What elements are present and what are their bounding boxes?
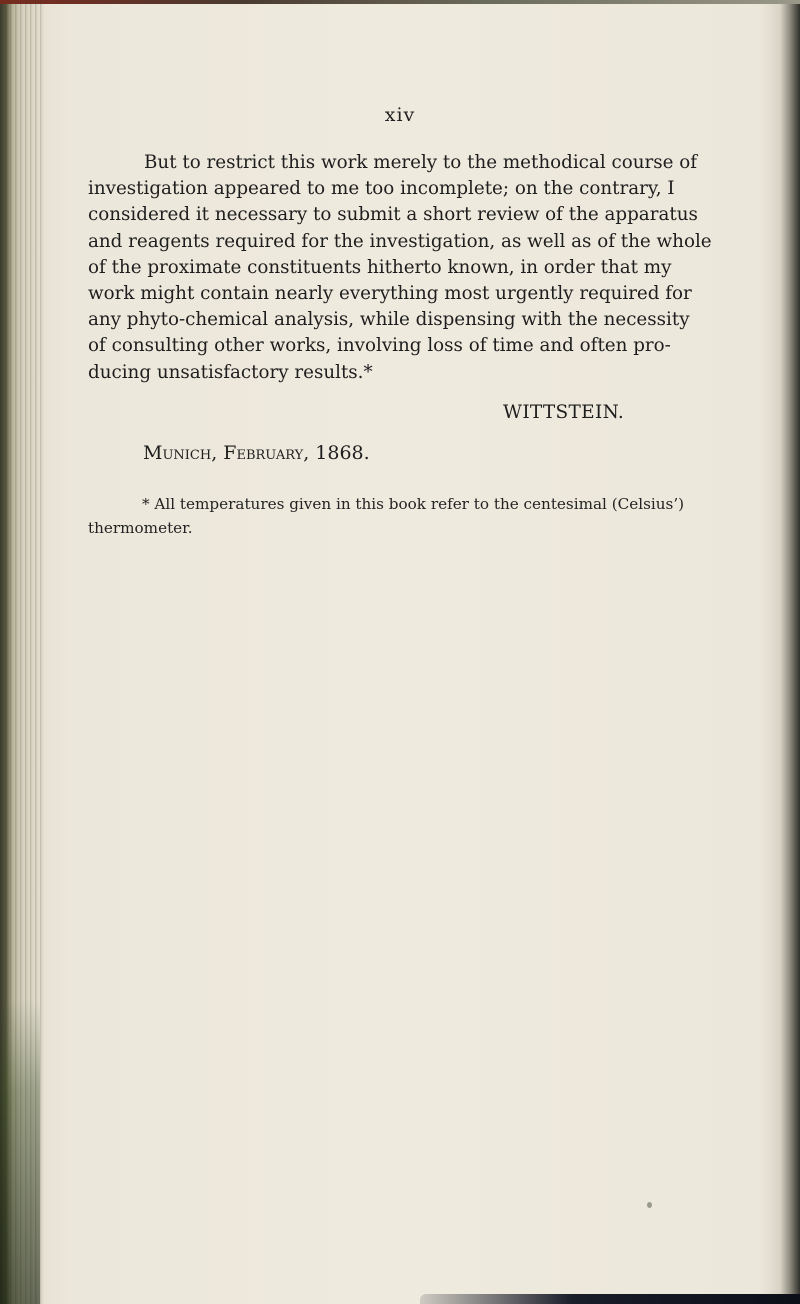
footnote — [88, 492, 768, 540]
paragraph-line: But to restrict this work merely to the methodical course of — [144, 152, 698, 173]
preface-paragraph — [88, 150, 768, 386]
paper-speck — [647, 1202, 652, 1208]
binding-stain — [0, 1000, 40, 1304]
author-signature: WITTSTEIN. — [503, 402, 625, 423]
paragraph-line: investigation appeared to me too incomplete; on the contrary, I — [88, 178, 675, 200]
paragraph-line: of consulting other works, involving loss of time and often pro- — [88, 335, 671, 357]
paragraph-line: considered it necessary to submit a short review of the apparatus — [88, 204, 698, 226]
paragraph-line: work might contain nearly everything most urgently required for — [88, 283, 692, 305]
footnote-line: thermometer. — [88, 519, 193, 537]
paragraph-line: of the proximate constituents hitherto known, in order that my — [88, 256, 672, 278]
footnote-line: * All temperatures given in this book refer to the centesimal (Celsius’) — [142, 495, 685, 513]
paragraph-line: any phyto-chemical analysis, while dispensing with the necessity — [88, 309, 690, 331]
paragraph-line: and reagents required for the investigation, as well as of the whole — [88, 230, 712, 252]
page-number: xiv — [384, 104, 416, 126]
paragraph-line: ducing unsatisfactory results.* — [88, 361, 373, 383]
place-and-date: Munich, February, 1868. — [143, 442, 370, 464]
